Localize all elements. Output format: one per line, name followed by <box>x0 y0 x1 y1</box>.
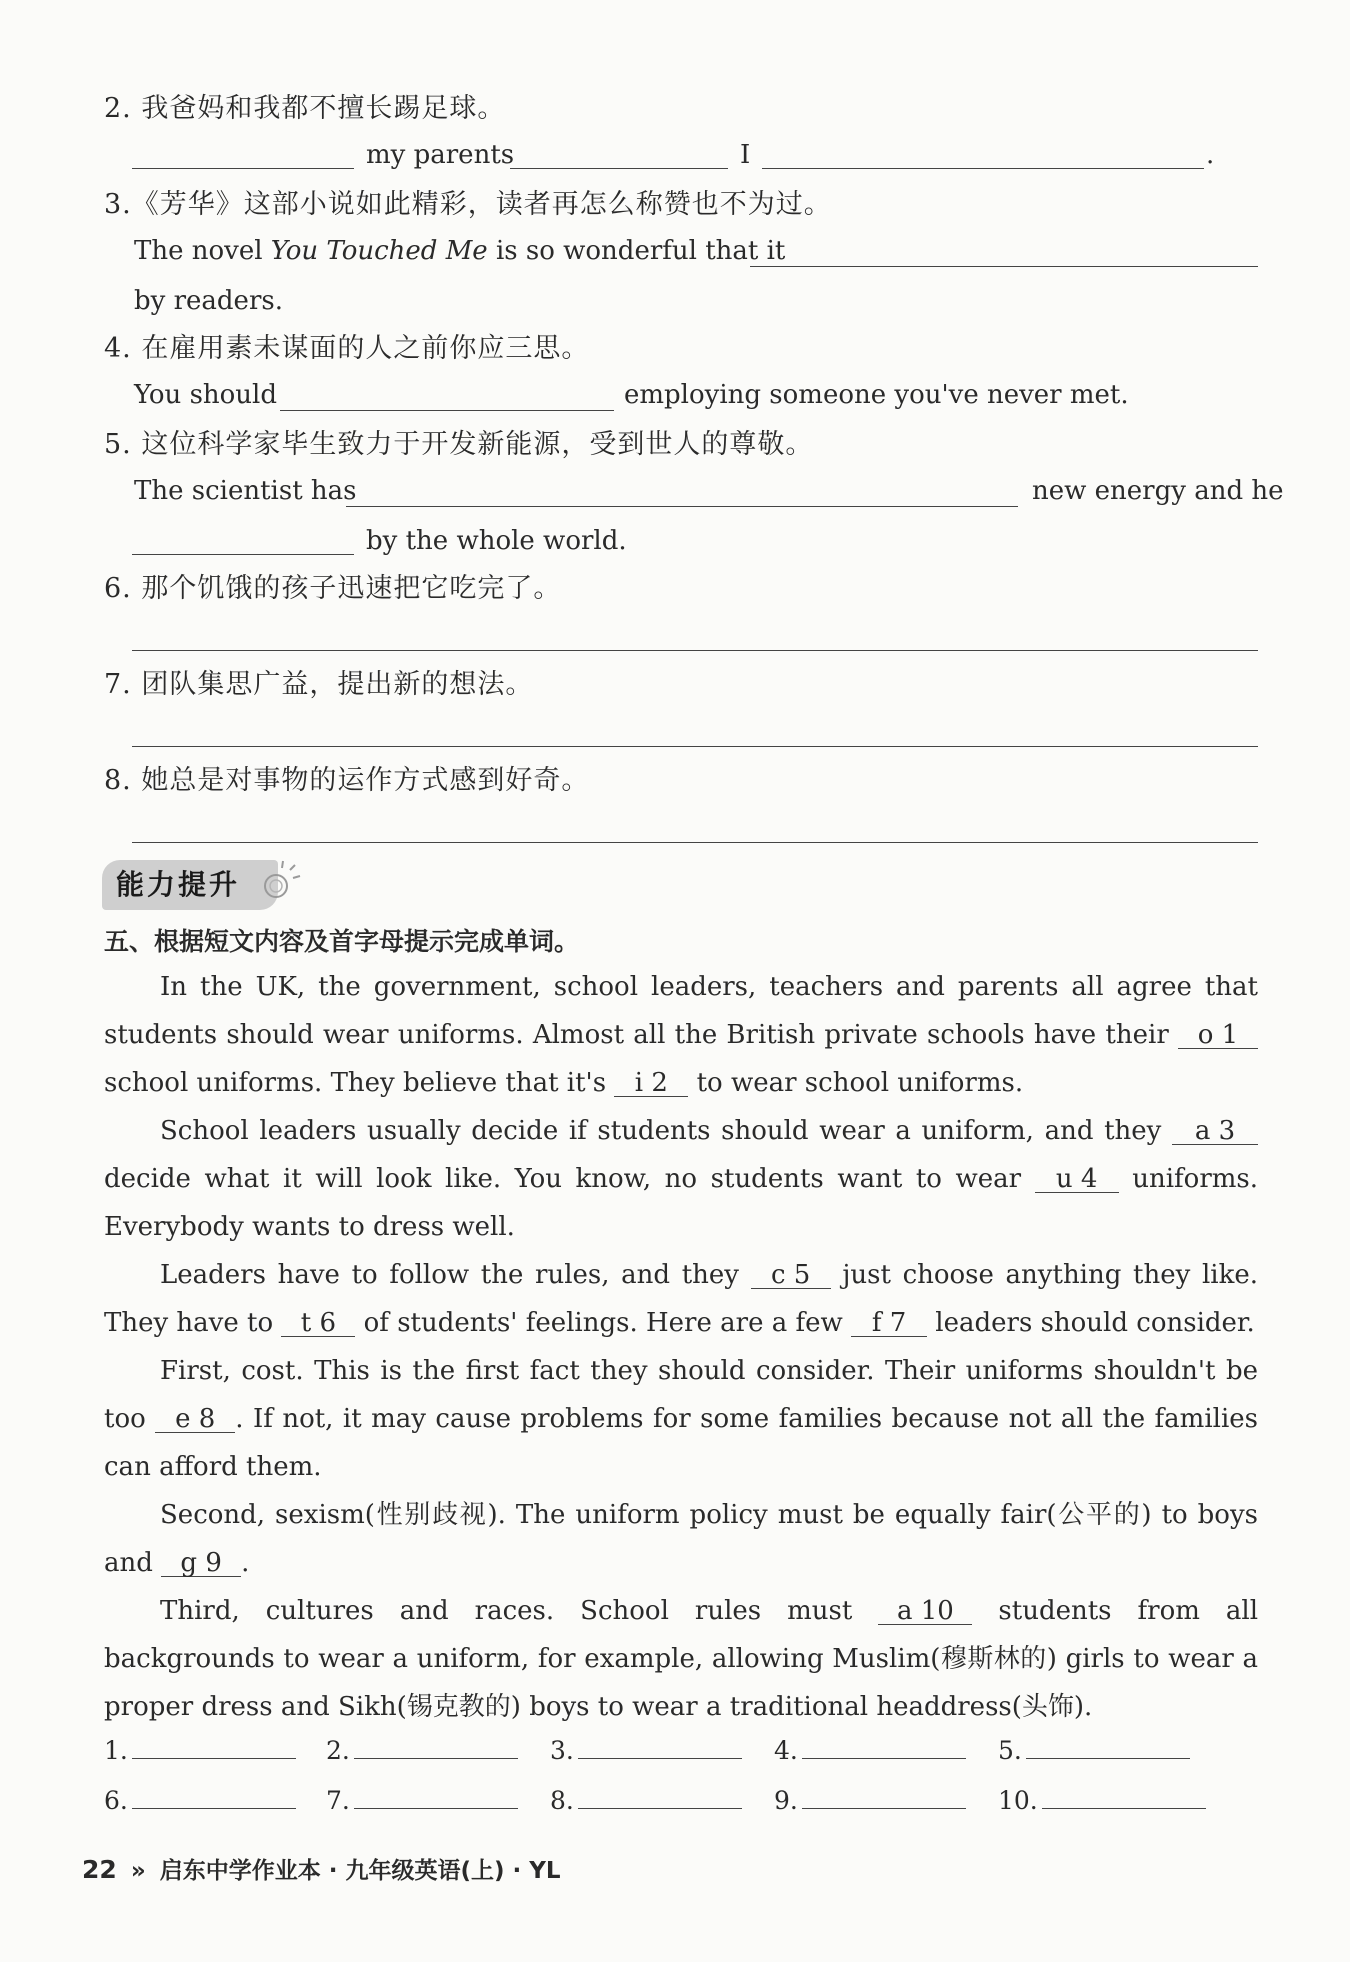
blank-4[interactable]: u 4 <box>1035 1166 1119 1193</box>
answer-slot-4[interactable] <box>774 1736 966 1765</box>
item-5-text-b: new energy and he <box>1032 476 1284 506</box>
blank-10[interactable]: a 10 <box>878 1598 972 1625</box>
item-3-text-line <box>134 236 785 266</box>
answer-slot-3[interactable] <box>550 1736 742 1765</box>
item-5-blank-1[interactable] <box>346 506 1018 507</box>
item-4-blank-1[interactable] <box>280 410 614 411</box>
item-2-chinese: 2. 我爸妈和我都不擅长踢足球。 <box>104 93 506 124</box>
answer-slot-2[interactable] <box>326 1736 518 1765</box>
p2-text: School leaders usually decide if students should wear a uniform, and they <box>160 1116 1162 1146</box>
answer-slot-10[interactable] <box>998 1786 1206 1815</box>
answer-label-3: 3. <box>550 1736 574 1765</box>
p5-end: . <box>241 1547 250 1578</box>
blank-5[interactable]: c 5 <box>751 1262 831 1289</box>
item-2-period: . <box>1206 140 1215 170</box>
blank-7[interactable]: f 7 <box>851 1310 927 1337</box>
passage-paragraph-5 <box>104 1492 1258 1588</box>
answer-label-7: 7. <box>326 1786 350 1815</box>
answer-slot-1[interactable] <box>104 1736 296 1765</box>
item-5-chinese: 5. 这位科学家毕生致力于开发新能源，受到世人的尊敬。 <box>104 429 814 460</box>
passage-paragraph-6 <box>104 1588 1258 1731</box>
section-badge: 能力提升 <box>102 860 278 910</box>
item-5-blank-2[interactable] <box>132 554 354 555</box>
item-3-chinese: 3.《芳华》这部小说如此精彩，读者再怎么称赞也不为过。 <box>104 189 832 220</box>
blank-6[interactable]: t 6 <box>281 1310 355 1337</box>
passage-paragraph-2 <box>104 1108 1258 1251</box>
p3-text: Leaders have to follow the rules, and they <box>160 1260 739 1290</box>
answer-label-2: 2. <box>326 1736 350 1765</box>
answer-label-6: 6. <box>104 1786 128 1815</box>
answer-slot-9[interactable] <box>774 1786 966 1815</box>
page-footer <box>82 1852 561 1885</box>
footer-arrows: » <box>130 1858 146 1884</box>
item-6-chinese: 6. 那个饥饿的孩子迅速把它吃完了。 <box>104 573 562 604</box>
blank-2[interactable]: i 2 <box>614 1070 688 1097</box>
item-6-answer-line[interactable] <box>132 650 1258 651</box>
p5-text: Second, sexism(性别歧视). The uniform policy must be equally fair(公平的) to boys and <box>104 1500 1258 1578</box>
p1-end: to wear school uniforms. <box>696 1067 1024 1098</box>
item-3-text-c: by readers. <box>134 286 283 316</box>
answer-slot-7[interactable] <box>326 1786 518 1815</box>
page-number: 22 <box>82 1855 117 1884</box>
p1-after: school uniforms. They believe that it's <box>104 1067 607 1098</box>
lightbulb-icon <box>262 860 302 906</box>
item-2-text-b: I <box>740 140 751 170</box>
item-8-answer-line[interactable] <box>132 842 1258 843</box>
answer-label-4: 4. <box>774 1736 798 1765</box>
item-4-text-a: You should <box>134 380 278 410</box>
item-5-text-c: by the whole world. <box>366 526 627 556</box>
answer-label-5: 5. <box>998 1736 1022 1765</box>
blank-1[interactable]: o 1 <box>1178 1022 1258 1049</box>
p6-text: Third, cultures and races. School rules must <box>160 1596 853 1626</box>
item-8-chinese: 8. 她总是对事物的运作方式感到好奇。 <box>104 765 590 796</box>
p3-mid: just choose anything they like. They have to <box>104 1260 1259 1338</box>
item-2-blank-1[interactable] <box>132 168 354 169</box>
item-3-text-b: is so wonderful that it <box>495 236 786 266</box>
answer-slot-5[interactable] <box>998 1736 1190 1765</box>
answer-label-1: 1. <box>104 1736 128 1765</box>
passage-paragraph-1 <box>104 964 1258 1107</box>
answer-label-10: 10. <box>998 1786 1038 1815</box>
item-3-novel-title: You Touched Me <box>270 236 488 266</box>
item-7-chinese: 7. 团队集思广益，提出新的想法。 <box>104 669 534 700</box>
item-5-text-a: The scientist has <box>134 476 357 506</box>
p1-text: In the UK, the government, school leaders, teachers and parents all agree that students should wear uniforms. Almost all the British private schools have their <box>104 972 1258 1050</box>
item-7-answer-line[interactable] <box>132 746 1258 747</box>
item-3-blank-1[interactable] <box>750 266 1258 267</box>
answer-slot-8[interactable] <box>550 1786 742 1815</box>
item-3-text-a: The novel <box>134 236 263 266</box>
blank-9[interactable]: g 9 <box>161 1550 241 1577</box>
blank-3[interactable]: a 3 <box>1172 1118 1258 1145</box>
item-2-blank-3[interactable] <box>762 168 1204 169</box>
section-title: 五、根据短文内容及首字母提示完成单词。 <box>104 927 580 956</box>
item-4-chinese: 4. 在雇用素未谋面的人之前你应三思。 <box>104 333 590 364</box>
item-4-text-b: employing someone you've never met. <box>624 380 1129 410</box>
blank-8[interactable]: e 8 <box>155 1406 235 1433</box>
item-2-text-a: my parents <box>366 140 515 170</box>
p3-mid2: of students' feelings. Here are a few <box>363 1307 843 1338</box>
passage-paragraph-4 <box>104 1348 1258 1491</box>
passage-paragraph-3 <box>104 1252 1258 1348</box>
answer-label-8: 8. <box>550 1786 574 1815</box>
p6-end: students from all backgrounds to wear a uniform, for example, allowing Muslim(穆斯林的) girls to wear a proper dress and Sikh(锡克教的) boys to wear a traditional headdress(头饰). <box>104 1596 1259 1722</box>
p2-end: uniforms. Everybody wants to dress well. <box>104 1163 1259 1242</box>
p4-end: . If not, it may cause problems for some families because not all the families can afford them. <box>104 1403 1258 1482</box>
p4-text: First, cost. This is the first fact they should consider. Their uniforms shouldn't be too <box>104 1356 1258 1434</box>
answer-slot-6[interactable] <box>104 1786 296 1815</box>
p3-end: leaders should consider. <box>935 1307 1255 1338</box>
p2-mid: decide what it will look like. You know, no students want to wear <box>104 1163 1022 1194</box>
footer-book-title: 启东中学作业本 · 九年级英语(上) · YL <box>159 1858 561 1884</box>
answer-label-9: 9. <box>774 1786 798 1815</box>
item-2-blank-2[interactable] <box>510 168 728 169</box>
